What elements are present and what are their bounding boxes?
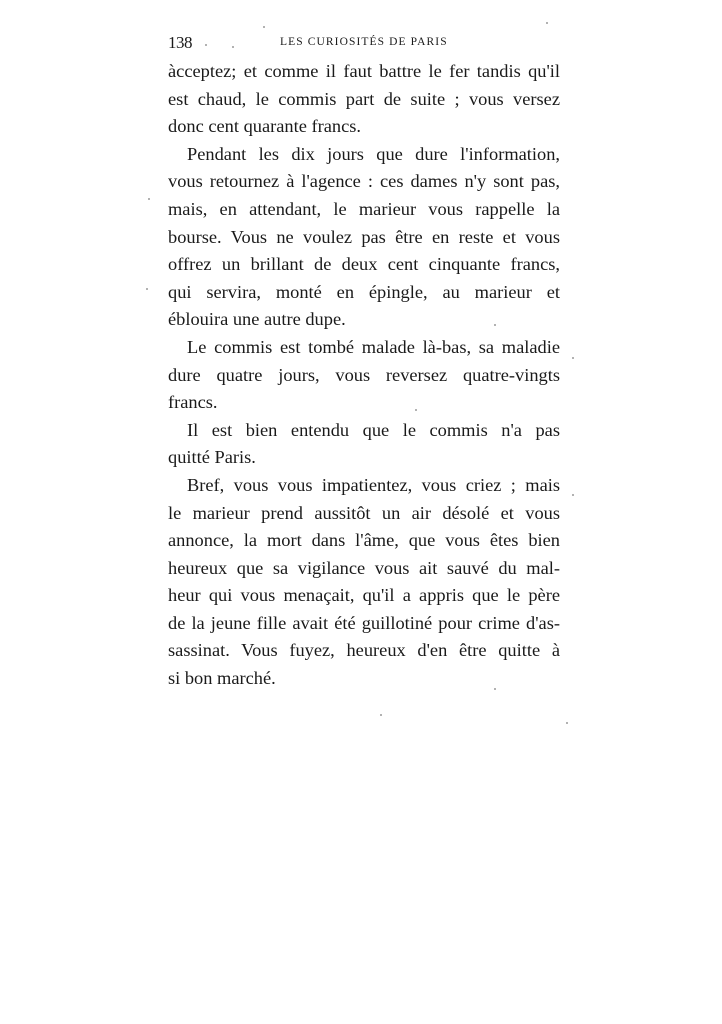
scan-speck <box>566 722 568 724</box>
text-line: donc cent quarante francs. <box>168 116 362 137</box>
text-line: dure quatre jours, vous reversez quatre-vingts <box>168 364 560 385</box>
scan-speck <box>263 26 265 28</box>
scan-speck <box>572 357 574 359</box>
text-line: bourse. Vous ne voulez pas être en reste et vous <box>168 226 560 247</box>
text-line: de la jeune fille avait été guillotiné pour crime d'as- <box>168 612 560 633</box>
text-line: annonce, la mort dans l'âme, que vous êtes bien <box>168 530 560 551</box>
text-line: heur qui vous menaçait, qu'il a appris que le père <box>168 585 560 606</box>
text-line: quitté Paris. <box>168 447 256 468</box>
text-line: Il est bien entendu que le commis n'a pas <box>187 419 560 440</box>
scan-speck <box>146 288 148 290</box>
scan-speck <box>148 198 150 200</box>
text-line: qui servira, monté en épingle, au marieur et <box>168 281 560 302</box>
text-line: francs. <box>168 392 218 413</box>
text-line: si bon marché. <box>168 668 276 689</box>
scan-speck <box>494 324 496 326</box>
text-line: mais, en attendant, le marieur vous rappelle la <box>168 198 560 219</box>
body-text <box>168 58 560 693</box>
text-line: éblouira une autre dupe. <box>168 309 346 330</box>
scan-speck <box>205 44 207 46</box>
scan-speck <box>415 409 417 411</box>
text-line: le marieur prend aussitôt un air désolé et vous <box>168 502 560 523</box>
scan-speck <box>494 688 496 690</box>
running-head <box>168 33 560 53</box>
text-line: àcceptez; et comme il faut battre le fer tandis qu'il <box>168 61 560 81</box>
text-line: est chaud, le commis part de suite ; vous versez <box>168 88 560 109</box>
scan-speck <box>572 494 574 496</box>
text-line: Bref, vous vous impatientez, vous criez ; mais <box>187 474 560 495</box>
scan-speck <box>232 46 234 48</box>
text-line: Pendant les dix jours que dure l'information, <box>187 143 560 164</box>
text-line: sassinat. Vous fuyez, heureux d'en être quitte à <box>168 640 560 661</box>
running-title: LES CURIOSITÉS DE PARIS <box>280 36 448 48</box>
scan-speck <box>380 714 382 716</box>
text-line: offrez un brillant de deux cent cinquante francs, <box>168 254 560 275</box>
scan-speck <box>546 22 548 24</box>
page-number: 138 <box>168 33 192 52</box>
text-line: vous retournez à l'agence : ces dames n'y sont pas, <box>168 171 560 192</box>
text-line: heureux que sa vigilance vous ait sauvé du mal- <box>168 557 560 578</box>
text-line: Le commis est tombé malade là-bas, sa maladie <box>187 336 560 357</box>
